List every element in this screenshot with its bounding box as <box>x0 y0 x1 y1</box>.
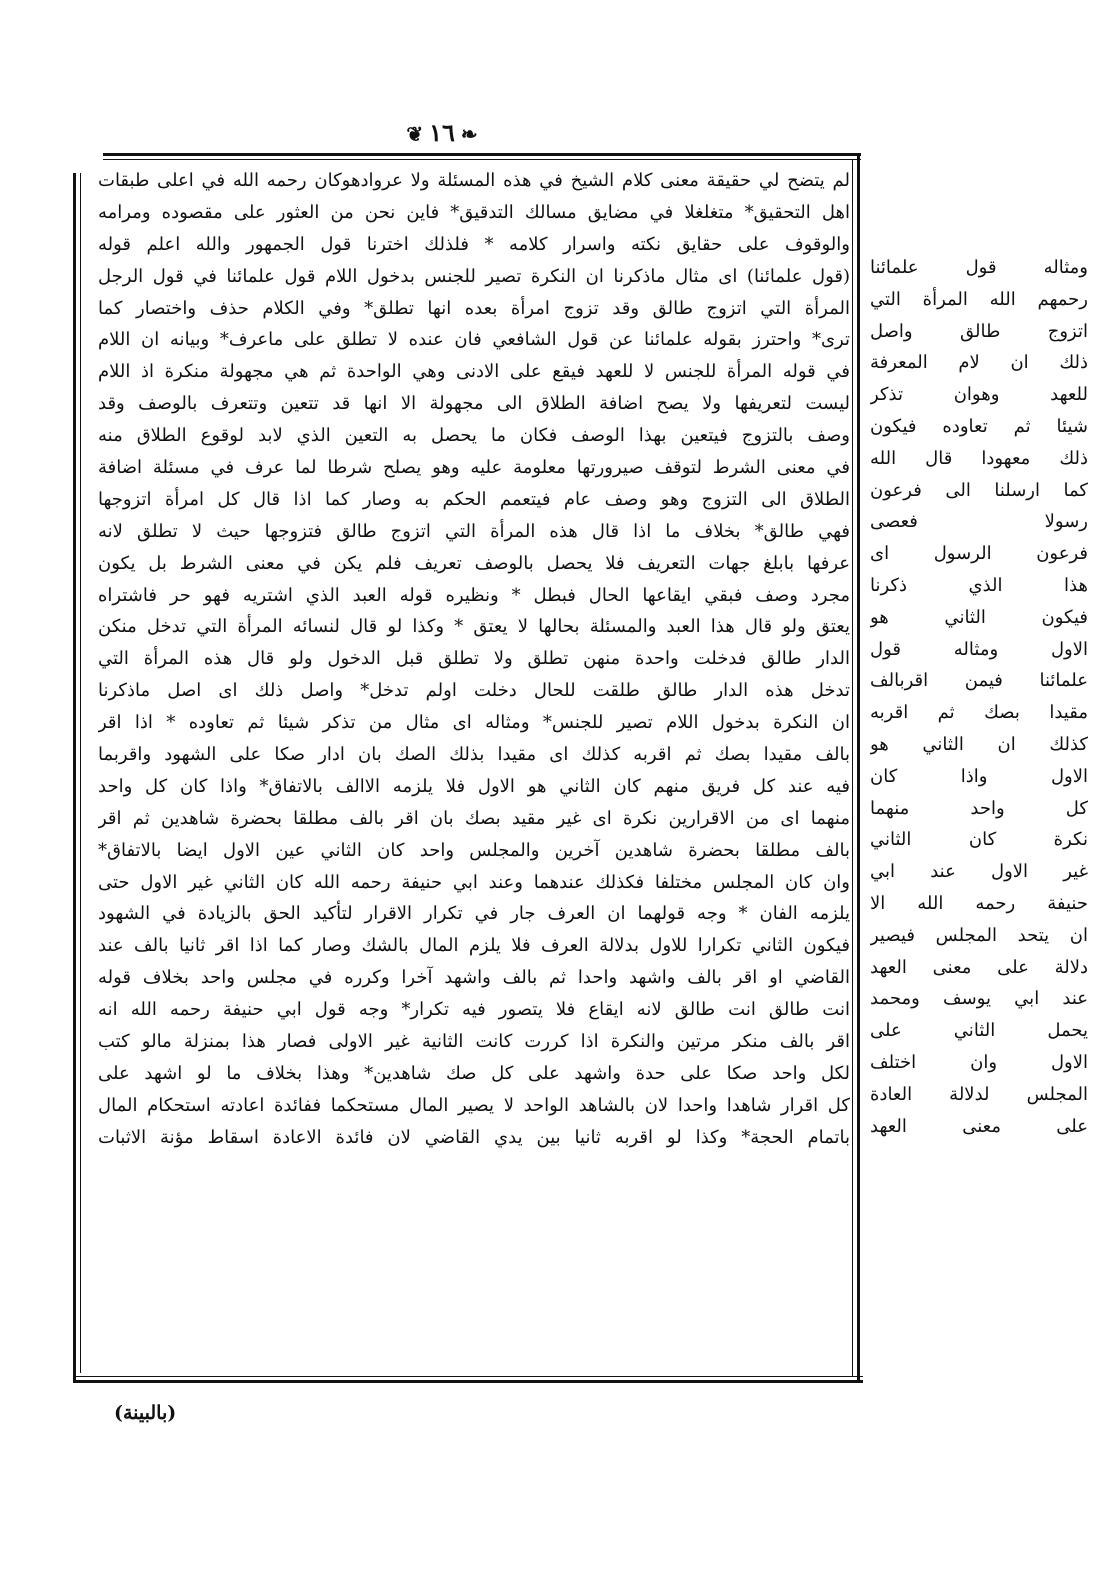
margin-text-line: كل واحد منهما <box>870 797 1088 819</box>
main-text-line: فيكون الثاني تكرارا للاول بدلالة العرف فلا يلزم المال بالشك وصار كما اذا اقر ثانيا بالف عند <box>98 935 850 957</box>
frame-rule <box>852 159 853 1377</box>
main-text-block <box>98 165 850 1377</box>
margin-text-line: المجلس لدلالة العادة <box>870 1083 1088 1105</box>
main-text-line: بالف مقيدا بصك ثم اقربه كذلك اى مقيدا بذلك الصك بان ادار صكا على الشهود واقربما <box>98 744 850 766</box>
margin-text-line: شيئا ثم تعاوده فيكون <box>870 415 1088 437</box>
ornament-icon: ❦ <box>406 122 424 146</box>
margin-text-line: غير الاول عند ابي <box>870 861 1088 883</box>
margin-text-line: على معنى العهد <box>870 1115 1088 1137</box>
main-text-line <box>98 1249 850 1281</box>
main-text-line: الدار طالق فدخلت واحدة منهن تطلق ولا تطلق قبل الدخول ولو قال هذه المرأة التي <box>98 648 850 670</box>
margin-text-line: الاول ومثاله قول <box>870 638 1088 660</box>
margin-text-line: كذلك ان الثاني هو <box>870 733 1088 755</box>
main-text-line: تدخل هذه الدار طالق طلقت للحال دخلت اولم تدخل* واصل ذلك اى اصل ماذكرنا <box>98 680 850 702</box>
main-text-line: ان النكرة بدخول اللام تصير للجنس* ومثاله اى مثال من تذكر شيئا ثم تعاوده * اذا اقر <box>98 712 850 734</box>
margin-text-line: دلالة على معنى العهد <box>870 956 1088 978</box>
main-text-line: وصف بالتزوج فيتعين بهذا الوصف فكان ما يحصل به التعين الذي لابد لوقوع الطلاق منه <box>98 425 850 447</box>
main-text-line: ليست لتعريفها ولا يصح اضافة الطلاق الى مجهولة الا انها قد تتعين وتتعرف بالوصف وقد <box>98 393 850 415</box>
main-text-line: فيه عند كل فريق منهم كان الثاني هو الاول فلا يلزمه الاالف بالاتفاق* واذا كان كل واحد <box>98 775 850 797</box>
main-text-line <box>98 1217 850 1249</box>
main-text-line: منهما اى من الاقرارين نكرة اى غير مقيد بصك بان اقر بالف مطلقا بحضرة شاهدين ثم اقر <box>98 807 850 829</box>
margin-text-line: ذلك ان لام المعرفة <box>870 352 1088 374</box>
margin-text-line: يحمل الثاني على <box>870 1020 1088 1042</box>
margin-text-line: كما ارسلنا الى فرعون <box>870 479 1088 501</box>
main-text-line: مجرد وصف فبقي ايقاعها الحال فبطل * ونظيره قوله العبد الذي اشتريه فهو حر فاشتراه <box>98 584 850 606</box>
main-text-line: وان كان المجلس مختلفا فكذلك عندهما وعند ابي حنيفة رحمه الله كان الثاني غير الاول حتى <box>98 871 850 893</box>
margin-text-line: فيكون الثاني هو <box>870 606 1088 628</box>
page-number-text: ١٦ <box>429 118 455 147</box>
main-text-line: باتمام الحجة* وكذا لو اقربه ثانيا بين يدي القاضي لان فائدة الاعادة اسقاط مؤنة الاثبات <box>98 1126 850 1148</box>
main-text-line: الطلاق الى التزوج وهو وصف عام فيتعمم الحكم به وصار كما اذا قال كل امرأة اتزوجها <box>98 488 850 510</box>
margin-text-line: هذا الذي ذكرنا <box>870 574 1088 596</box>
main-text-line: يلزمه الفان * وجه قولهما ان العرف جار في تكرار الاقرار لتأكيد الحق بالزيادة في الشهود <box>98 903 850 925</box>
frame-rule <box>73 1380 863 1383</box>
main-text-line: والوقوف على حقايق نكته واسرار كلامه * فلذلك اخترنا قول الجمهور والله اعلم قوله <box>98 233 850 255</box>
main-text-line: انت طالق انت طالق لانه ايقاع فلا يتصور فيه تكرار* وجه قول ابي حنيفة رحمه الله انه <box>98 999 850 1021</box>
main-text-line <box>98 1154 850 1186</box>
frame-rule <box>857 153 860 1383</box>
main-text-line: اهل التحقيق* متغلغلا في مضايق مسالك التدقيق* فاين نحن من العثور على مقصوده ومرامه <box>98 201 850 223</box>
main-text-line: لكل واحد صكا على حدة واشهد على كل صك شاهدين* وهذا بخلاف ما لو اشهد على <box>98 1062 850 1084</box>
ornament-icon: ❧ <box>460 122 478 146</box>
margin-commentary <box>870 252 1088 1142</box>
margin-text-line: للعهد وهوان تذكر <box>870 384 1088 406</box>
margin-text-line: اتزوج طالق واصل <box>870 320 1088 342</box>
main-text-line <box>98 1281 850 1313</box>
margin-text-line: نكرة كان الثاني <box>870 829 1088 851</box>
margin-text-line: علمائنا فيمن اقربالف <box>870 670 1088 692</box>
margin-text-line: ومثاله قول علمائنا <box>870 257 1088 278</box>
margin-text-line: حنيفة رحمه الله الا <box>870 892 1088 914</box>
main-text-line: (قول علمائنا) اى مثال ماذكرنا ان النكرة تصير للجنس بدخول اللام قول علمائنا في قول الرجل <box>98 265 850 287</box>
main-text-line: يعتق ولو قال هذا العبد والمسئلة بحالها لا يعتق * وكذا لو قال لنسائه المرأة التي تدخل منكن <box>98 616 850 638</box>
catchword: (بالبينة) <box>114 1402 177 1424</box>
frame-rule <box>103 153 861 156</box>
main-text-line: في معنى الشرط لتوقف صيرورتها معلومة عليه وهو يصلح شرطا لما عرف في مسئلة اضافة <box>98 457 850 479</box>
main-text-line: فهي طالق* بخلاف ما اذا قال هذه المرأة التي اتزوج طالق فتزوجها حيث لا تطلق لانه <box>98 520 850 542</box>
main-text-line: عرفها بابلغ جهات التعريف فلا يحصل بالوصف تعريف فلم يكن في معنى الشرط بل يكون <box>98 552 850 574</box>
main-text-line: اقر بالف منكر مرتين والنكرة اذا كررت كانت الثانية غير الاولى فصار هذا بمنزلة مالو كتب <box>98 1031 850 1053</box>
main-text-line <box>98 1313 850 1345</box>
main-text-line: القاضي او اقر بالف واشهد واحدا ثم بالف واشهد آخرا وكرره في مجلس واحد بخلاف قوله <box>98 967 850 989</box>
margin-text-line: مقيدا بصك ثم اقربه <box>870 702 1088 724</box>
main-text-line: بالف مطلقا بحضرة شاهدين آخرين والمجلس واحد كان الثاني عين الاول ايضا بالاتفاق* <box>98 839 850 861</box>
main-text-line: في قوله المرأة للجنس لا للعهد فيقع على الادنى وهي الواحدة ثم هي مجهولة منكرة اذ اللام <box>98 361 850 383</box>
main-text-line: لم يتضح لي حقيقة معنى كلام الشيخ في هذه المسئلة ولا عروادهوكان رحمه الله في اعلى طبقات <box>98 170 850 191</box>
margin-text-line: عند ابي يوسف ومحمد <box>870 988 1088 1010</box>
main-text-line: ترى* واحترز بقوله علمائنا عن قول الشافعي فان عنده لا تطلق على ماعرف* وبيانه ان اللام <box>98 329 850 351</box>
frame-rule <box>80 173 81 1373</box>
frame-rule <box>103 159 861 160</box>
frame-rule <box>73 173 76 1383</box>
margin-text-line: ان يتحد المجلس فيصير <box>870 924 1088 946</box>
margin-text-line: الاول واذا كان <box>870 765 1088 787</box>
main-text-line <box>98 1186 850 1218</box>
margin-text-line: فرعون الرسول اى <box>870 543 1088 565</box>
main-text-line: كل اقرار شاهدا واحدا لان بالشاهد الواحد لا يصير المال مستحكما ففائدة اعادته استحكام المال <box>98 1094 850 1116</box>
margin-text-line: رسولا فعصى <box>870 511 1088 533</box>
margin-text-line: ذلك معهودا قال الله <box>870 447 1088 469</box>
margin-text-line: رحمهم الله المرأة التي <box>870 288 1088 310</box>
page-number <box>0 118 884 147</box>
main-text-line: المرأة التي اتزوج طالق وقد تزوج امرأة بعده انها تطلق* وفي الكلام حذف واختصار كما <box>98 297 850 319</box>
margin-text-line: الاول وان اختلف <box>870 1051 1088 1073</box>
